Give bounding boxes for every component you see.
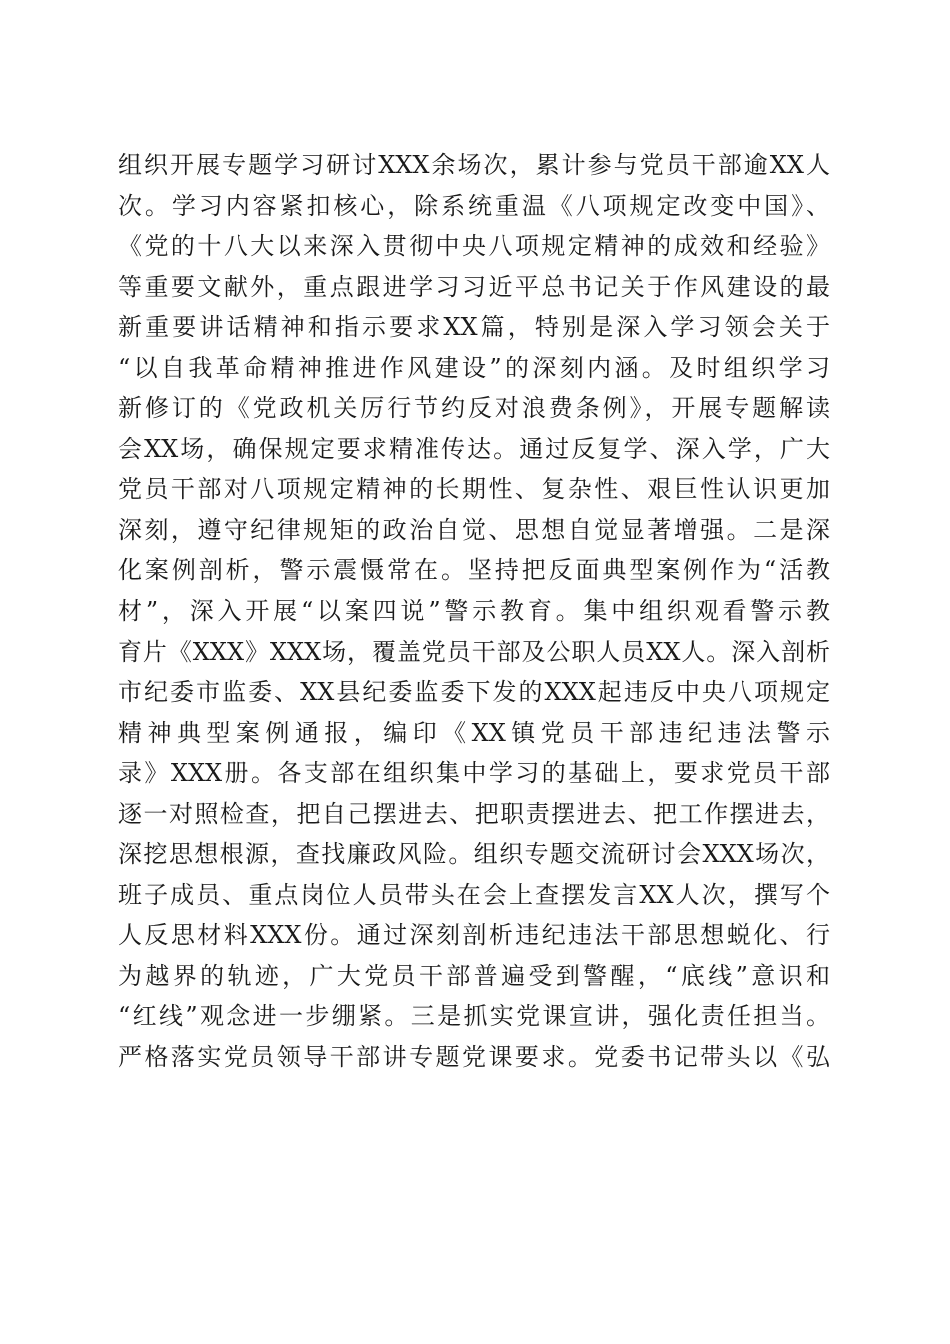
text-line: 新重要讲话精神和指示要求XX篇，特别是深入学习领会关于: [118, 313, 830, 342]
text-line: 次。学习内容紧扣核心，除系统重温《八项规定改变中国》、: [118, 191, 830, 220]
text-line: “以自我革命精神推进作风建设”的深刻内涵。及时组织学习: [118, 353, 830, 382]
text-line: 会XX场，确保规定要求精准传达。通过反复学、深入学，广大: [118, 434, 830, 463]
text-line: 组织开展专题学习研讨XXX余场次，累计参与党员干部逾XX人: [118, 151, 830, 179]
text-line: 为越界的轨迹，广大党员干部普遍受到警醒，“底线”意识和: [118, 961, 830, 990]
text-line: 化案例剖析，警示震慑常在。坚持把反面典型案例作为“活教: [118, 556, 830, 585]
text-line: 严格落实党员领导干部讲专题党课要求。党委书记带头以《弘: [118, 1043, 830, 1072]
text-line: 深挖思想根源，查找廉政风险。组织专题交流研讨会XXX场次，: [118, 840, 830, 869]
text-line: 逐一对照检查，把自己摆进去、把职责摆进去、把工作摆进去，: [118, 799, 830, 828]
text-line: 育片《XXX》XXX场，覆盖党员干部及公职人员XX人。深入剖析: [118, 637, 830, 666]
text-line: 班子成员、重点岗位人员带头在会上查摆发言XX人次，撰写个: [118, 880, 830, 909]
text-line: 材”，深入开展“以案四说”警示教育。集中组织观看警示教: [118, 597, 830, 626]
text-line: 录》XXX册。各支部在组织集中学习的基础上，要求党员干部: [118, 759, 830, 788]
text-line: 市纪委市监委、XX县纪委监委下发的XXX起违反中央八项规定: [118, 678, 830, 707]
text-line: 党员干部对八项规定精神的长期性、复杂性、艰巨性认识更加: [118, 475, 830, 504]
text-line: 深刻，遵守纪律规矩的政治自觉、思想自觉显著增强。二是深: [118, 515, 830, 544]
text-line: “红线”观念进一步绷紧。三是抓实党课宣讲，强化责任担当。: [118, 1002, 830, 1031]
text-line: 《党的十八大以来深入贯彻中央八项规定精神的成效和经验》: [118, 232, 830, 261]
text-line: 人反思材料XXX份。通过深刻剖析违纪违法干部思想蜕化、行: [118, 921, 830, 950]
body-paragraph: [118, 145, 830, 1078]
text-line: 精神典型案例通报，编印《XX镇党员干部违纪违法警示: [118, 718, 830, 747]
text-line: 新修订的《党政机关厉行节约反对浪费条例》，开展专题解读: [118, 394, 830, 423]
text-line: 等重要文献外，重点跟进学习习近平总书记关于作风建设的最: [118, 272, 830, 301]
